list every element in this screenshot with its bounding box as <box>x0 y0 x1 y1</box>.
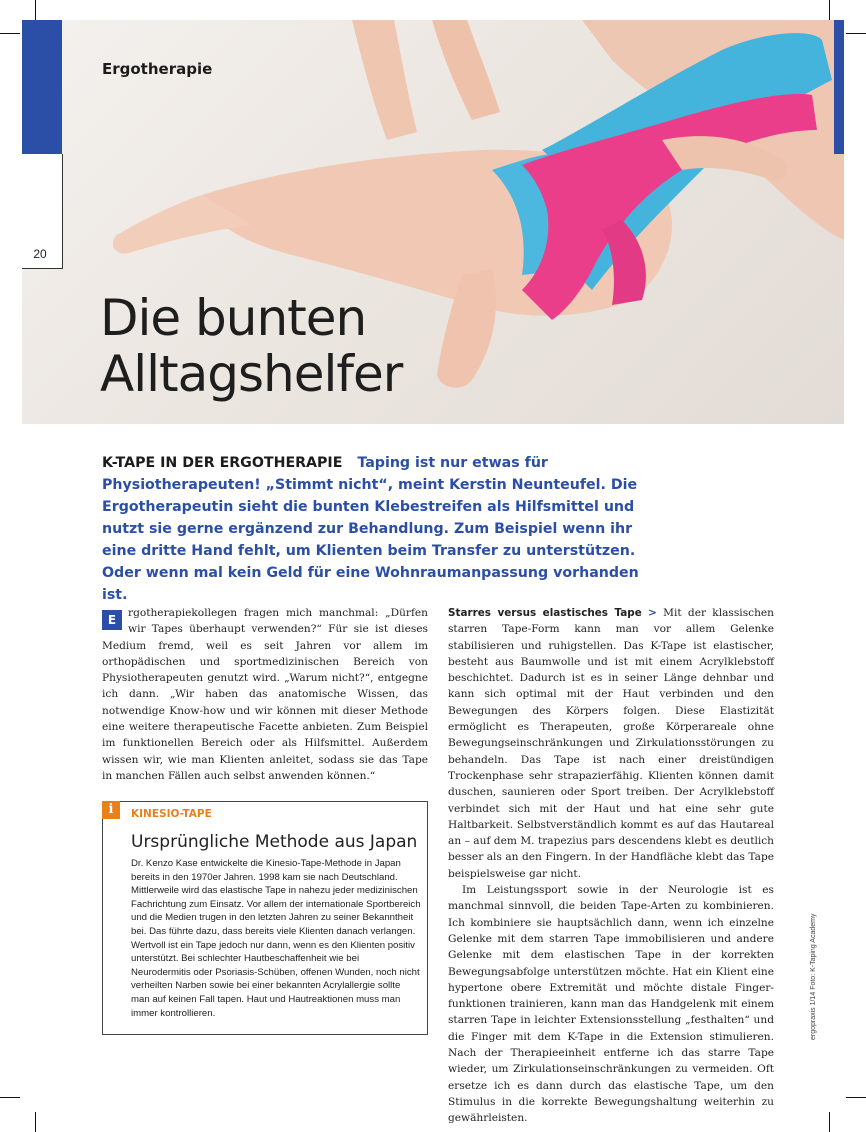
page-number: 20 <box>33 247 47 261</box>
article-title <box>100 290 402 402</box>
crop-mark <box>35 1112 36 1132</box>
title-line-1: Die bunten <box>100 289 367 347</box>
section-label: Ergotherapie <box>102 60 213 78</box>
accent-bar-top <box>22 20 62 154</box>
body-column-right <box>448 605 774 1127</box>
crop-mark <box>829 0 830 20</box>
body-column-left <box>102 605 428 784</box>
crop-mark <box>846 1097 866 1098</box>
article-lead <box>102 452 642 606</box>
drop-cap: E <box>102 610 122 630</box>
crop-mark <box>829 1112 830 1132</box>
info-box-kicker: KINESIO-TAPE <box>131 808 212 820</box>
crop-mark <box>846 33 866 34</box>
crop-mark <box>35 0 36 20</box>
info-icon: i <box>102 801 120 819</box>
crop-mark <box>0 33 20 34</box>
body-paragraph-2: Im Leistungssport sowie in der Neurologie ist es manchmal sinnvoll, die beiden Tape-Arten zu kombinieren. Ich kombiniere sie hauptsächlich dann, wenn ich einzelne Gelenke mit dem starren Tape immobilisieren und andere Gelenke mit dem elastischen Tape in der korrekten Bewegungsabfolge unterstützen möchte. Hat ein Klient eine hypertone obere Extremität und möchte distale Fingerfunktionen trainieren, kann man das Handgelenk mit einem starren Tape in leichter Extensionsstellung „festhalten“ und die Finger mit dem K-Tape in die Extension stimulieren. Nach der Therapieeinheit entferne ich das starre Tape wieder, um Zirkulationseinschränkungen zu vermeiden. Oft ersetze ich es dann durch das elastische Tape, um den Stimulus in die korrekte Bewegungshaltung weiterhin zu gewährleisten. <box>448 884 774 1125</box>
lead-text: Taping ist nur etwas für Physiotherapeuten! „Stimmt nicht“, meint Kerstin Neunteufel. Die Ergotherapeutin sieht die bunten Klebestreifen als Hilfsmittel und nutzt sie gerne ergänzend zur Behandlung. Zum Beispiel wenn ihr eine dritte Hand fehlt, um Klienten beim Transfer zu unterstützen. Oder wenn mal kein Geld für eine Wohnraumanpassung vorhanden ist. <box>102 455 639 603</box>
subheading: Starres versus elastisches Tape <box>448 607 642 619</box>
body-paragraph-1: Mit der klassischen starren Tape-Form kann man vor allem Gelenke stabilisieren und ruhigstellen. Das K-Tape ist elastischer, besteht aus Baumwolle und ist mit einem Acrylklebstoff beschichtet. Dadurch ist es in seiner Länge dehnbar und kann sich optimal mit der Haut verbinden und den Bewegungen des Körpers folgen. Diese Elastizität ermöglicht es Therapeuten, große Körperareale ohne Bewegungseinschränkungen und Zirkulationsstörungen zu behandeln. Das Tape ist nach einer dreistündigen Trockenphase sehr strapazierfähig. Klienten können damit duschen, saunieren oder Sport treiben. Der Acrylklebstoff verbindet sich mit der Haut und hat eine sehr gute Haltbarkeit. Selbstverständlich kommt es auf das Hautareal an – auf dem M. trapezius pars descendens klebt es deutlich besser als an den Fingern. In der Handfläche klebt das Tape beispielsweise gar nicht. <box>448 607 774 880</box>
info-box-body: Dr. Kenzo Kase entwickelte die Kinesio-Tape-Methode in Japan bereits in den 1970er Jahren. 1998 kam sie nach Deutschland. Mittlerweile wird das elastische Tape in nahezu jeder medizinischen Fachrichtung zum Einsatz. Vor allem der internationale Sportbereich und die Medien trugen in den letzten Jahren zu seiner Bekanntheit bei. Das führte dazu, dass bereits viele Klienten danach verlangen. Wertvoll ist ein Tape jedoch nur dann, wenn es den Klienten positiv unterstützt. Bei schlechter Hautbeschaffenheit wie bei Neurodermitis oder Psoriasis-Schüben, offenen Wunden, noch nicht verheilten Narben sowie bei einer bekannten Acrylallergie sollte man auf keinen Fall tapen. Haut und Hautreaktionen muss man immer kontrollieren. <box>131 858 421 1019</box>
accent-bar-right <box>834 20 844 154</box>
side-credit: ergopraxis 1/14 Foto: K-Taping Academy <box>810 913 817 1040</box>
crop-mark <box>0 1097 20 1098</box>
title-line-2: Alltagshelfer <box>100 345 403 403</box>
body-text-intro: rgotherapiekollegen fragen mich manchmal: „Dürfen wir Tapes überhaupt verwenden?“ Für sie ist dieses Medium fremd, weil es seit Jahren vor allem im orthopädischen und sportmedizinischen Bereich von Physiotherapeuten genutzt wird. „Warum nicht?“, entgegne ich dann. „Wir haben das anatomische Wissen, das notwendige Know-how und wir können mit dieser Methode eine weitere therapeutische Facette anbieten. Zum Beispiel im funktionellen Bereich oder als Hilfsmittel. Außerdem wissen wir, wie man Klienten anleitet, sodass sie das Tape in manchen Fällen auch selbst anwenden können.“ <box>102 607 428 782</box>
lead-kicker: K-TAPE IN DER ERGOTHERAPIE <box>102 455 343 471</box>
subheading-arrow: > <box>648 607 657 619</box>
info-box-title: Ursprüngliche Methode aus Japan <box>131 832 418 852</box>
